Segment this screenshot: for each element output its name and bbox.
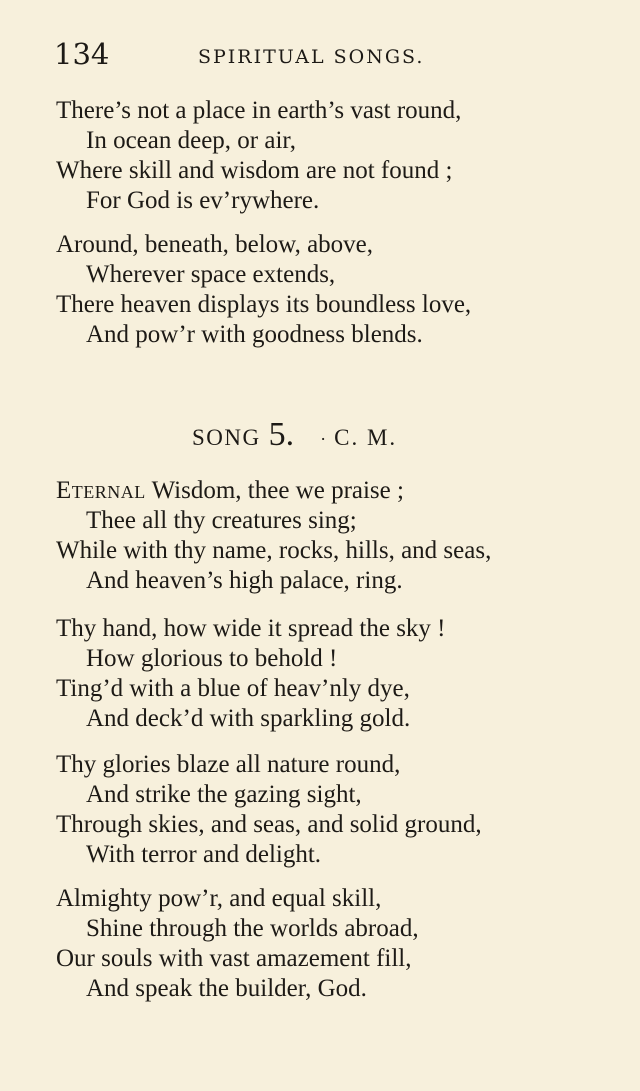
page-header xyxy=(54,36,614,76)
verse-line: And strike the gazing sight, xyxy=(86,781,362,808)
verse-line: Shine through the worlds abroad, xyxy=(86,915,419,942)
verse-line: There heaven displays its boundless love, xyxy=(56,291,472,318)
verse-line: Our souls with vast amazement fill, xyxy=(56,945,412,972)
verse-line: Around, beneath, below, above, xyxy=(56,231,374,258)
verse-line: And pow’r with goodness blends. xyxy=(86,321,423,348)
verse-line: Thy hand, how wide it spread the sky ! xyxy=(56,615,446,642)
verse-line: For God is ev’rywhere. xyxy=(86,187,320,214)
stanza xyxy=(56,476,626,596)
running-head: SPIRITUAL SONGS. xyxy=(198,46,425,68)
verse-line: And speak the builder, God. xyxy=(86,975,367,1002)
verse-line: There’s not a place in earth’s vast round, xyxy=(56,97,462,124)
verse-line xyxy=(56,476,626,506)
verse-line: With terror and delight. xyxy=(86,841,322,868)
stanza xyxy=(56,884,626,1004)
stanza xyxy=(56,750,626,870)
song-separator: · xyxy=(320,429,327,449)
song-meter: C. M. xyxy=(334,425,398,450)
song-label: SONG xyxy=(192,425,261,450)
verse-line: Where skill and wisdom are not found ; xyxy=(56,157,453,184)
stanza xyxy=(56,96,626,216)
song-number: 5. xyxy=(268,416,295,453)
verse-line: Thy glories blaze all nature round, xyxy=(56,751,401,778)
stanza xyxy=(56,614,626,734)
verse-line: In ocean deep, or air, xyxy=(86,127,296,154)
verse-line: Wherever space extends, xyxy=(86,261,336,288)
verse-line: Ting’d with a blue of heav’nly dye, xyxy=(56,675,410,702)
verse-line: And heaven’s high palace, ring. xyxy=(86,567,403,594)
song-heading xyxy=(192,416,512,454)
stanza xyxy=(56,230,626,350)
verse-line: Thee all thy creatures sing; xyxy=(86,507,357,534)
page-number: 134 xyxy=(54,37,110,71)
verse-line: How glorious to behold ! xyxy=(86,645,338,672)
verse-line: Almighty pow’r, and equal skill, xyxy=(56,885,382,912)
verse-line: And deck’d with sparkling gold. xyxy=(86,705,411,732)
verse-line: Through skies, and seas, and solid ground, xyxy=(56,811,482,838)
first-word: Eternal xyxy=(56,477,146,504)
verse-line: While with thy name, rocks, hills, and seas, xyxy=(56,537,492,564)
first-line-rest: Wisdom, thee we praise ; xyxy=(145,477,404,504)
